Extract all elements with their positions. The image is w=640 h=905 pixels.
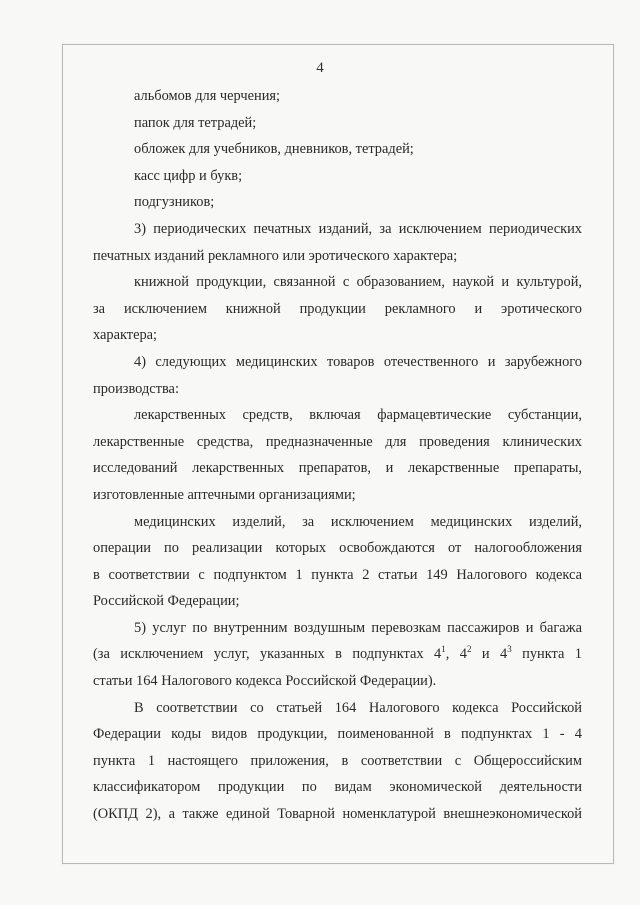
text-line: изготовленные аптечными организациями; [93, 486, 356, 503]
text-line: исследований лекарственных препаратов, и лекарственные препараты, [93, 460, 582, 477]
text-line: в соответствии с подпунктом 1 пункта 2 статьи 149 Налогового кодекса [93, 566, 582, 583]
text-line: обложек для учебников, дневников, тетрадей; [134, 141, 414, 158]
text-line: книжной продукции, связанной с образованием, наукой и культурой, [134, 274, 582, 291]
text-line: лекарственных средств, включая фармацевтические субстанции, [134, 407, 582, 424]
text-segment: пункта 1 [511, 646, 583, 663]
text-segment: и 4 [471, 646, 508, 663]
text-line: касс цифр и букв; [134, 167, 243, 184]
text-line: 4) следующих медицинских товаров отечественного и зарубежного [134, 353, 582, 370]
text-line: лекарственные средства, предназначенные для проведения клинических [93, 433, 582, 450]
text-line: 3) периодических печатных изданий, за исключением периодических [134, 220, 582, 237]
text-line: альбомов для черчения; [134, 88, 281, 104]
page-number: 4 [316, 60, 324, 76]
text-line: печатных изданий рекламного или эротического характера; [93, 247, 458, 264]
text-line: статьи 164 Налогового кодекса Российской Федерации). [93, 673, 437, 690]
text-segment: (за исключением услуг, указанных в подпунктах 4 [93, 646, 442, 663]
text-line: Федерации коды видов продукции, поименованной в подпунктах 1 - 4 [93, 726, 582, 743]
text-line: медицинских изделий, за исключением медицинских изделий, [134, 513, 582, 530]
text-line-with-superscripts [93, 641, 582, 668]
text-line: операции по реализации которых освобождаются от налогообложения [93, 540, 582, 557]
text-line: производства: [93, 380, 179, 397]
text-line: классификатором продукции по видам экономической деятельности [93, 779, 582, 796]
text-line: пункта 1 настоящего приложения, в соответствии с Общероссийским [93, 752, 582, 769]
text-line: В соответствии со статьей 164 Налогового кодекса Российской [134, 699, 582, 716]
text-line: папок для тетрадей; [134, 114, 257, 131]
superscript: 1 [441, 643, 446, 654]
text-line: Российской Федерации; [93, 593, 240, 610]
text-line: 5) услуг по внутренним воздушным перевозкам пассажиров и багажа [134, 619, 582, 636]
text-line: за исключением книжной продукции рекламного и эротического [93, 300, 582, 317]
text-line: (ОКПД 2), а также единой Товарной номенклатурой внешнеэкономической [93, 806, 582, 823]
text-line: подгузников; [134, 194, 215, 211]
text-segment: , 4 [445, 646, 467, 663]
superscript: 3 [507, 643, 512, 654]
document-body [93, 83, 582, 828]
text-line: характера; [93, 327, 158, 344]
superscript: 2 [466, 643, 472, 654]
